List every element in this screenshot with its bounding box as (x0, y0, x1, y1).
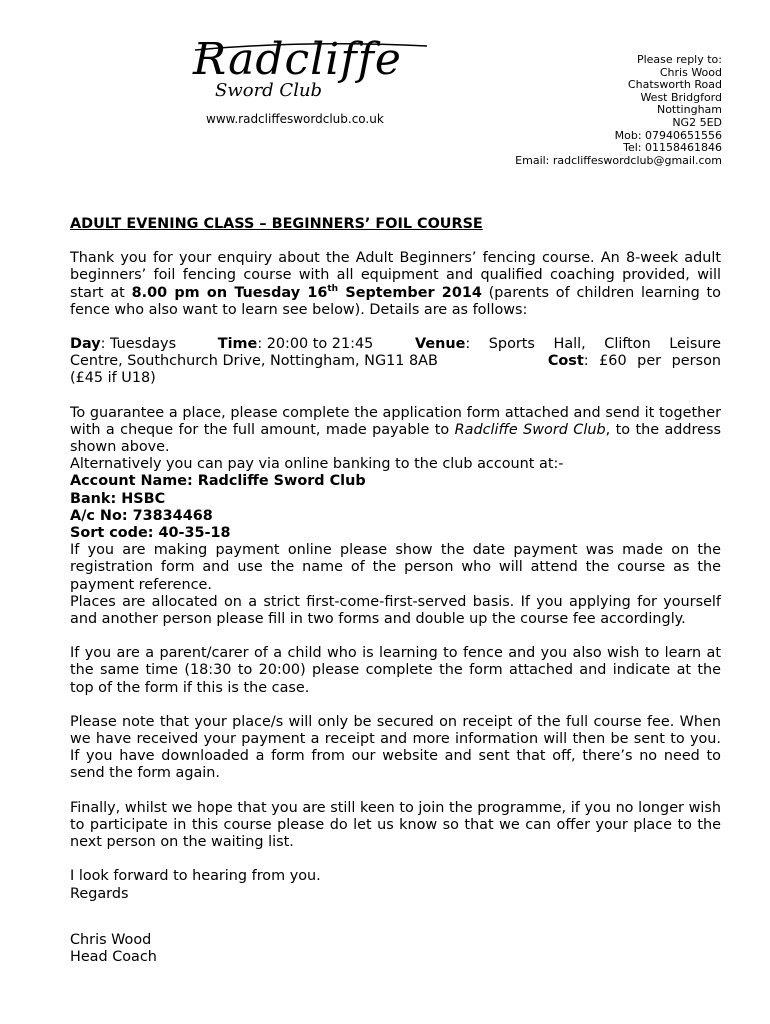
sort-code: Sort code: 40-35-18 (70, 525, 231, 542)
parent-note: If you are a parent/carer of a child who is learning to fence and you also wish to learn at the same time (18:30 to 20:00) please complete the form attached and indicate at the top of the form if this is the case. (70, 645, 721, 696)
secure-note: Please note that your place/s will only be secured on receipt of the full course fee. When we have received your payment a receipt and more information will then be sent to you. If you have downloaded a form from our website and sent that off, there’s no need to send the form again. (70, 713, 721, 782)
final-note: Finally, whilst we hope that you are still keen to join the programme, if you no longer wish to participate in this course please do let us know so that we can offer your place to the next person on the waiting list. (70, 799, 721, 851)
course-details-row-1: Day: Tuesdays Time: 20:00 to 21:45 Venue: Sports Hall, Clifton Leisure (70, 336, 721, 353)
alternative-payment: Alternatively you can pay via online banking to the club account at:- (70, 456, 564, 473)
address-line: West Bridgford (640, 90, 722, 104)
places-note: Places are allocated on a strict first-come-first-served basis. If you applying for yourself and another person please fill in two forms and double up the course fee accordingly. (70, 593, 721, 628)
logo-subtitle: Sword Club (215, 80, 323, 101)
address-line: Tel: 01158461846 (623, 141, 722, 155)
address-line: Mob: 07940651556 (614, 128, 722, 142)
email-line[interactable]: Email: radcliffeswordclub@gmail.com (515, 153, 722, 167)
guarantee-paragraph: To guarantee a place, please complete the application form attached and send it together with a cheque for the full amount, made payable to Radcliffe Sword Club, to the address shown above. (70, 404, 721, 456)
account-name: Account Name: Radcliffe Sword Club (70, 473, 366, 490)
address-line: Chatsworth Road (627, 78, 722, 92)
letter-body (70, 216, 721, 966)
cost-u18: (£45 if U18) (70, 370, 156, 387)
bank-name: Bank: HSBC (70, 490, 166, 507)
website-link[interactable]: www.radcliffeswordclub.co.uk (206, 112, 384, 126)
intro-paragraph: Thank you for your enquiry about the Adult Beginners’ fencing course. An 8-week adult beginners’ foil fencing course with all equipment and qualified coaching provided, will start at 8.00 pm on Tuesday 16th September 2014 (parents of children learning to fence who also want to learn see below). Details are as follows: (70, 250, 721, 318)
regards: Regards (70, 885, 129, 902)
course-details-row-2: Centre, Southchurch Drive, Nottingham, NG11 8AB Cost: £60 per person (70, 353, 721, 370)
address-line: Please reply to: (636, 53, 722, 66)
address-line: NG2 5ED (672, 115, 722, 129)
address-line: Chris Wood (659, 65, 722, 79)
club-logo (185, 34, 435, 108)
closing-line: I look forward to hearing from you. (70, 868, 321, 885)
online-payment-note: If you are making payment online please show the date payment was made on the registration form and use the name of the person who will attend the course as the payment reference. (70, 542, 721, 593)
reply-address (515, 54, 722, 167)
signatory-role: Head Coach (70, 948, 157, 965)
account-number: A/c No: 73834468 (70, 507, 213, 524)
address-line: Nottingham (656, 103, 722, 117)
signatory-name: Chris Wood (70, 931, 152, 948)
logo-title: Radcliffe (193, 34, 402, 85)
letter-title: ADULT EVENING CLASS – BEGINNERS’ FOIL COURSE (70, 216, 483, 232)
